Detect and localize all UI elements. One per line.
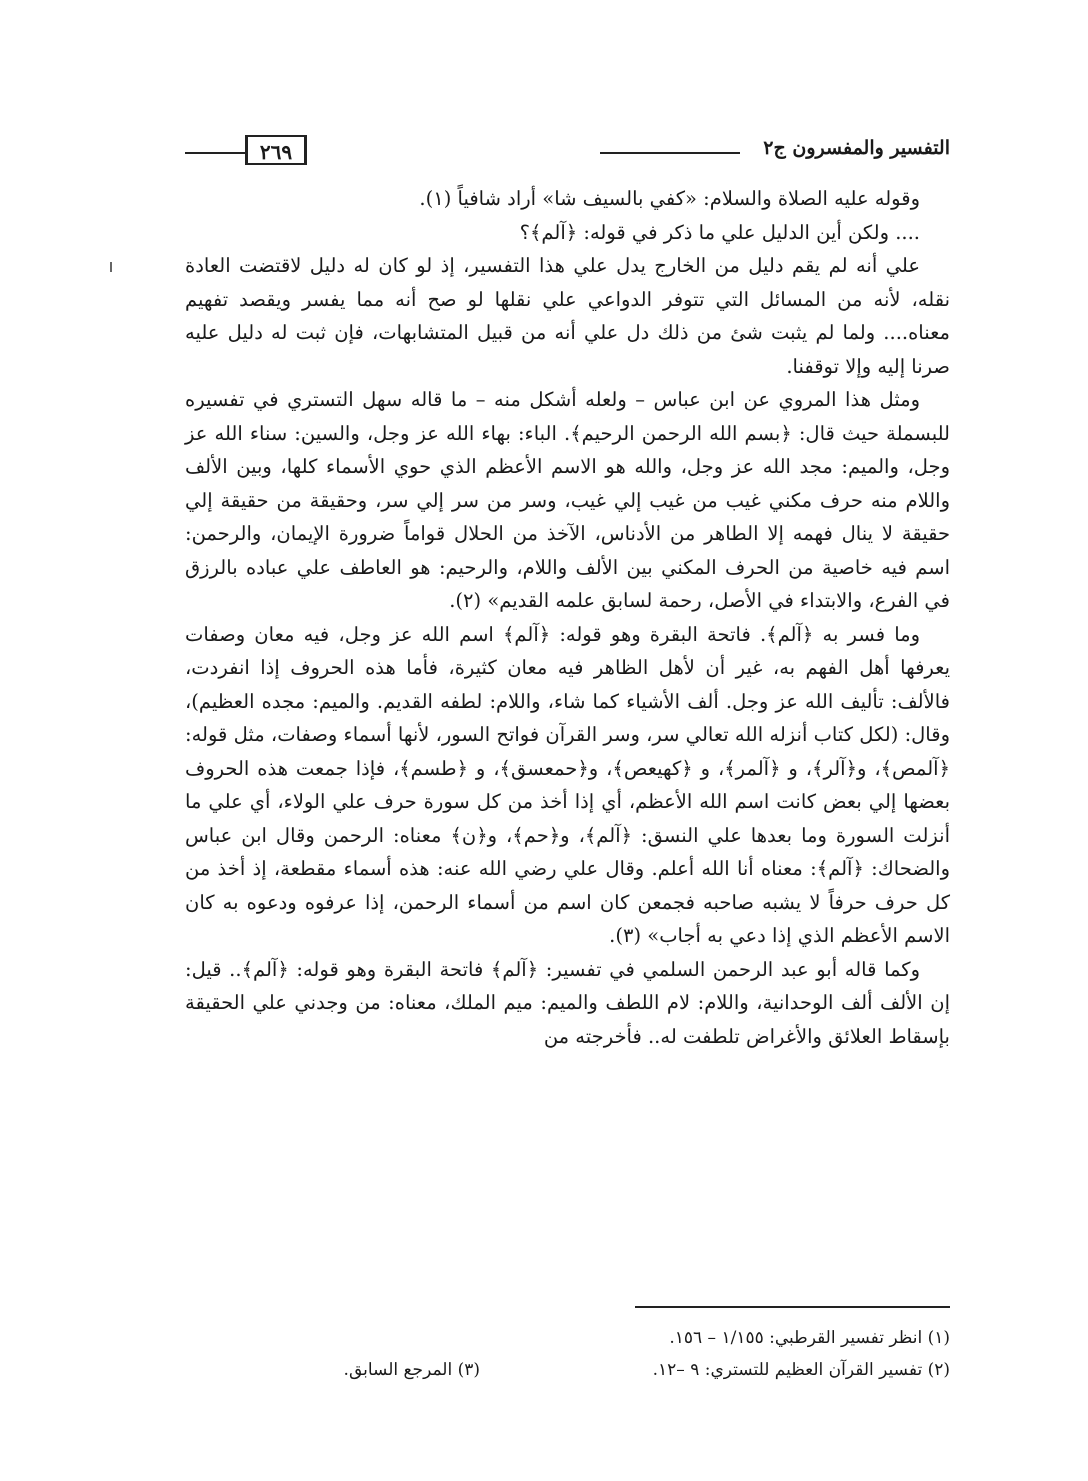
header-rule-left [185, 152, 245, 154]
page-number: ٢٦٩ [245, 135, 307, 165]
margin-mark [110, 262, 112, 272]
footnote-2: (٢) تفسير القرآن العظيم للتستري: ٩ –١٢. [652, 1360, 950, 1380]
footnote-row [185, 1354, 950, 1386]
footnote-1: (١) انظر تفسير القرطبي: ١/١٥٥ – ١٥٦. [669, 1328, 950, 1348]
paragraph: علي أنه لم يقم دليل من الخارج يدل علي هذا التفسير، إذ لو كان له دليل لاقتضت العادة نقله، لأنه من المسائل التي تتوفر الدواعي علي نقلها لو صح أنه مما يفسر ويقصد تفهيم معناه.... ولما لم يثبت شئ من ذلك دل علي أنه من قبيل المتشابهات، فإن ثبت له دليل عليه صرنا إليه وإلا توقفنا. [185, 254, 950, 378]
paragraph: .... ولكن أين الدليل علي ما ذكر في قوله: ﴿آلم﴾؟ [519, 220, 920, 244]
paragraph: ومثل هذا المروي عن ابن عباس – ولعله أشكل منه – ما قاله سهل التستري في تفسيره للبسملة حيث قال: ﴿بسم الله الرحمن الرحيم﴾. الباء: بهاء الله عز وجل، والسين: سناء الله عز وجل، والميم: مجد الله عز وجل، والله هو الاسم الأعظم الذي حوي الأسماء كلها، وبين الألف واللام منه حرف مكني غيب من غيب إلي غيب، وسر من سر إلي سر، وحقيقة من حقيقة إلي حقيقة لا ينال فهمه إلا الطاهر من الأدناس، الآخذ من الحلال قواماً ضرورة الإيمان، والرحمن: اسم فيه خاصية من الحرف المكني بين الألف واللام، والرحيم: هو العاطف علي عباده بالرزق في الفرع، والابتداء في الأصل، رحمة لسابق علمه القديم» (٢). [185, 388, 950, 612]
footnote-row [185, 1322, 950, 1354]
paragraph: وما فسر به ﴿آلم﴾. فاتحة البقرة وهو قوله: ﴿آلم﴾ اسم الله عز وجل، فيه معان وصفات يعرفها أهل الفهم به، غير أن لأهل الظاهر فيه معان كثيرة، فأما هذه الحروف إذا انفردت، فالألف: تأليف الله عز وجل. ألف الأشياء كما شاء، واللام: لطفه القديم. والميم: مجده العظيم)، وقال: (لكل كتاب أنزله الله تعالي سر، وسر القرآن فواتح السور، لأنها أسماء وصفات، مثل قوله: ﴿آلمص﴾، و﴿آلر﴾، و ﴿آلمر﴾، و ﴿كهيعص﴾، و﴿حمعسق﴾، و ﴿طسم﴾، فإذا جمعت هذه الحروف بعضها إلي بعض كانت اسم الله الأعظم، أي إذا أخذ من كل سورة حرف علي الولاء، أي علي ما أنزلت السورة وما بعدها علي النسق: ﴿آلم﴾، و﴿حم﴾، و﴿ن﴾ معناه: الرحمن وقال ابن عباس والضحاك: ﴿آلم﴾: معناه أنا الله أعلم. وقال علي رضي الله عنه: هذه أسماء مقطعة، إذ أخذ من كل حرف حرفاً لا يشبه صاحبه فجمعن كان اسم من أسماء الرحمن، إذا عرفوه ودعوه به كان الاسم الأعظم الذي إذا دعي به أجاب» (٣). [185, 622, 950, 947]
body-text [185, 182, 950, 1053]
paragraph: وكما قاله أبو عبد الرحمن السلمي في تفسير: ﴿آلم﴾ فاتحة البقرة وهو قوله: ﴿آلم﴾.. قيل: إن الألف ألف الوحدانية، واللام: لام اللطف والميم: ميم الملك، معناه: من وجدني علي الحقيقة بإسقاط العلائق والأغراض تلطفت له.. فأخرجته من [185, 957, 950, 1048]
footnote-separator [635, 1306, 950, 1308]
paragraph: وقوله عليه الصلاة والسلام: «كفي بالسيف شا» أراد شافياً (١). [419, 187, 920, 210]
footnotes [185, 1322, 950, 1386]
footnote-3: (٣) المرجع السابق. [343, 1360, 480, 1380]
header-rule-right [600, 152, 740, 154]
running-header [185, 135, 950, 171]
book-title: التفسير والمفسرون ج٢ [763, 137, 950, 159]
